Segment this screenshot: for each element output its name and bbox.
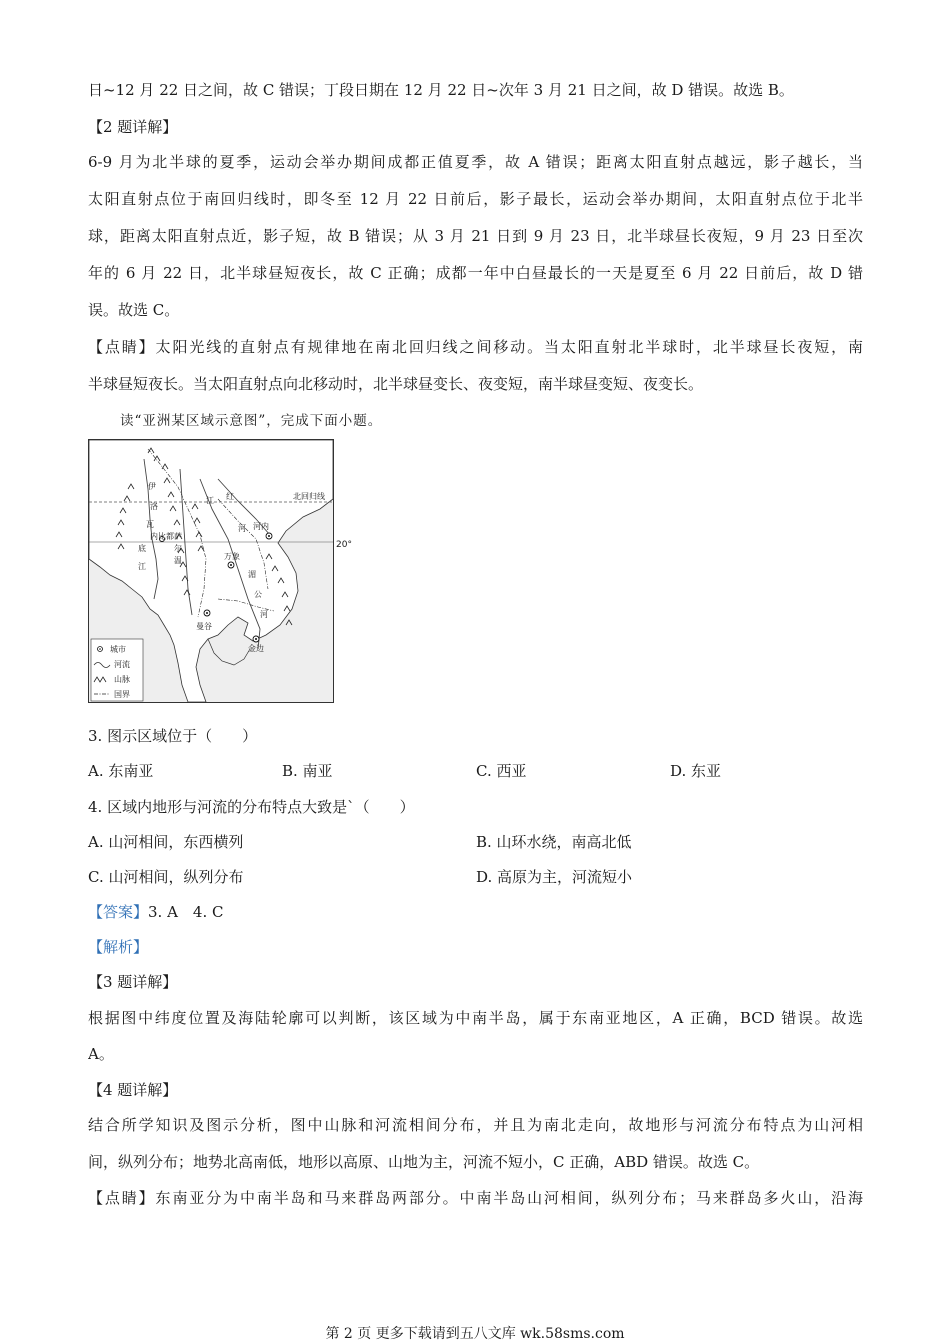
river-label: 温	[174, 556, 182, 565]
river-label: 瓦	[146, 520, 154, 529]
text-line: 结合所学知识及图示分析，图中山脉和河流相间分布，并且为南北走向，故地形与河流分布特点为山河相	[88, 1116, 863, 1134]
text-line: 年的 6 月 22 日，北半球昼短夜长，故 C 正确；成都一年中白昼最长的一天是夏至 6 月 22 日前后，故 D 错	[88, 264, 863, 282]
tropic-label: 北回归线	[293, 492, 325, 501]
river-label: 底	[138, 544, 146, 553]
q4-option-d: D. 高原为主，河流短小	[476, 868, 633, 886]
answer-text: 3. A 4. C	[148, 903, 224, 921]
tip-line: 半球昼短夜长。当太阳直射点向北移动时，北半球昼变长、夜变短，南半球昼变短、夜变长。	[88, 375, 704, 393]
legend-mountain: 山脉	[114, 675, 130, 684]
latitude-label: 20°	[336, 540, 352, 550]
river-label: 河	[238, 524, 246, 533]
text-line: 间，纵列分布；地势北高南低，地形以高原、山地为主，河流不短小，C 正确，ABD 错误。故选 C。	[88, 1153, 760, 1171]
river-label: 洛	[150, 502, 158, 511]
question-4: 4. 区域内地形与河流的分布特点大致是`（ ）	[88, 798, 415, 816]
q4-option-b: B. 山环水绕，南高北低	[476, 833, 632, 851]
text-line: 日~12 月 22 日之间，故 C 错误；丁段日期在 12 月 22 日~次年 3 月 21 日之间，故 D 错误。故选 B。	[88, 81, 794, 99]
q4-option-c: C. 山河相间，纵列分布	[88, 868, 244, 886]
river-label: 伊	[148, 482, 156, 491]
page-footer[interactable]: 第 2 页 更多下载请到五八文库 wk.58sms.com	[325, 1326, 625, 1342]
answer-tag: 【答案】	[88, 903, 149, 921]
city-label: 曼谷	[196, 622, 212, 631]
river-label: 河	[260, 610, 268, 619]
section-heading: 【2 题详解】	[88, 118, 178, 136]
text-line: 误。故选 C。	[88, 301, 180, 319]
river-label: 萨	[174, 532, 182, 541]
map-legend	[91, 639, 143, 701]
q3-option-c: C. 西亚	[476, 762, 527, 780]
river-label: 公	[254, 590, 262, 599]
city-label: 万象	[224, 552, 240, 561]
text-line: 球，距离太阳直射点近，影子短，故 B 错误；从 3 月 21 日到 9 月 23 日，北半球昼长夜短，9 月 23 日至次	[88, 227, 863, 245]
text-line: 根据图中纬度位置及海陆轮廓可以判断，该区域为中南半岛，属于东南亚地区，A 正确，BCD 错误。故选	[88, 1009, 863, 1027]
river-label: 江	[138, 562, 146, 571]
analysis-tag: 【解析】	[88, 938, 149, 956]
asia-region-map	[88, 439, 334, 703]
tip-line: 【点睛】太阳光线的直射点有规律地在南北回归线之间移动。当太阳直射北半球时，北半球昼长夜短，南	[88, 338, 863, 356]
q3-option-a: A. 东南亚	[88, 762, 154, 780]
q3-option-d: D. 东亚	[670, 762, 722, 780]
river-label: 江	[206, 496, 214, 505]
city-label: 内比都	[150, 532, 174, 541]
legend-city: 城市	[110, 645, 126, 654]
legend-river: 河流	[114, 660, 130, 669]
river-label: 尔	[174, 544, 182, 553]
text-line: A。	[88, 1045, 114, 1063]
river-label: 红	[226, 492, 234, 501]
legend-border: 国界	[114, 690, 130, 699]
city-label: 河内	[253, 522, 269, 531]
question-3: 3. 图示区域位于（ ）	[88, 727, 258, 745]
tip-line: 【点睛】东南亚分为中南半岛和马来群岛两部分。中南半岛山河相间，纵列分布；马来群岛多火山，沿海	[88, 1189, 863, 1207]
city-label: 金边	[248, 644, 264, 653]
section-heading: 【3 题详解】	[88, 973, 178, 991]
text-line: 6-9 月为北半球的夏季，运动会举办期间成都正值夏季，故 A 错误；距离太阳直射点越远，影子越长，当	[88, 153, 863, 171]
river-label: 湄	[248, 570, 256, 579]
figure-caption: 读“亚洲某区域示意图”，完成下面小题。	[120, 413, 383, 429]
section-heading: 【4 题详解】	[88, 1081, 178, 1099]
text-line: 太阳直射点位于南回归线时，即冬至 12 月 22 日前后，影子最长，运动会举办期间，太阳直射点位于北半	[88, 190, 863, 208]
q4-option-a: A. 山河相间，东西横列	[88, 833, 244, 851]
answer-line	[88, 902, 863, 922]
q3-option-b: B. 南亚	[282, 762, 333, 780]
